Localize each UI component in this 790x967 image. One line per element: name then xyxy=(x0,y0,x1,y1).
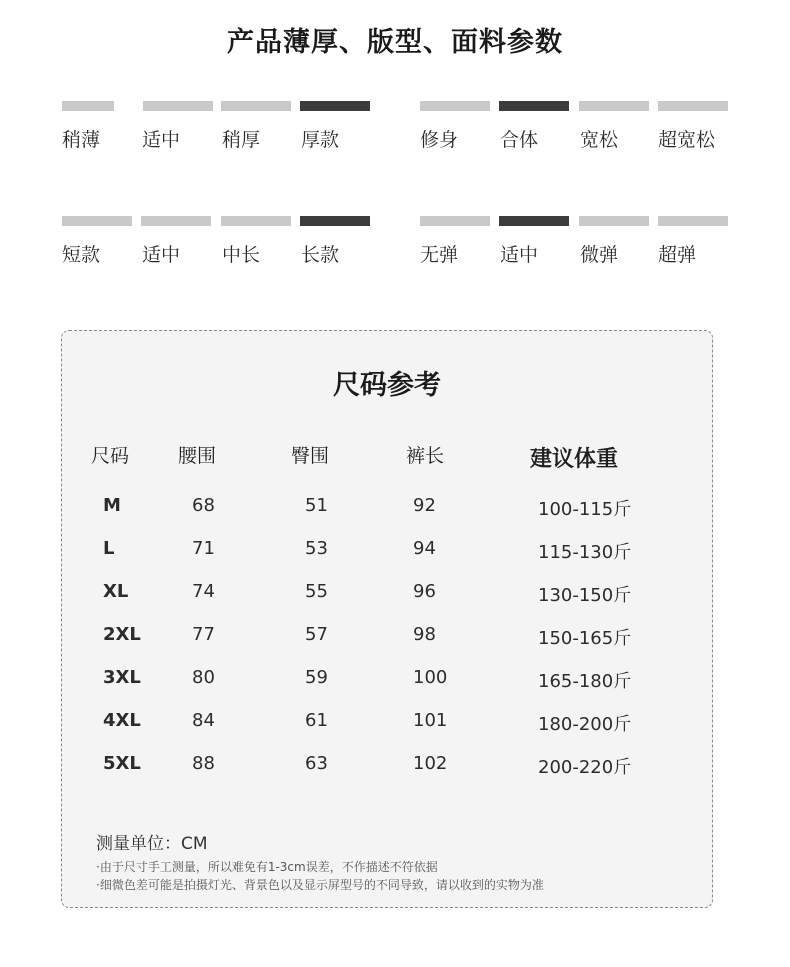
cell-length: 100 xyxy=(413,667,448,688)
cell-length: 94 xyxy=(413,538,436,559)
cell-size: 2XL xyxy=(103,624,141,645)
cell-waist: 88 xyxy=(192,753,215,774)
fit-label-0: 修身 xyxy=(420,129,459,151)
stretch-bar-0 xyxy=(420,216,490,226)
cell-waist: 84 xyxy=(192,710,215,731)
cell-size: 4XL xyxy=(103,710,141,731)
stretch-label-3: 超弹 xyxy=(658,244,697,266)
cell-length: 92 xyxy=(413,495,436,516)
cell-weight: 130-150斤 xyxy=(538,585,632,606)
note-line-1: ·由于尺寸手工测量，所以难免有1-3cm误差，不作描述不符依据 xyxy=(96,860,438,874)
length-bar-1 xyxy=(141,216,211,226)
cell-waist: 68 xyxy=(192,495,215,516)
cell-size: 5XL xyxy=(103,753,141,774)
cell-waist: 71 xyxy=(192,538,215,559)
cell-weight: 200-220斤 xyxy=(538,757,632,778)
fit-bar-0 xyxy=(420,101,490,111)
cell-weight: 180-200斤 xyxy=(538,714,632,735)
cell-hip: 55 xyxy=(305,581,328,602)
fit-label-3: 超宽松 xyxy=(658,129,716,151)
fit-bar-2 xyxy=(579,101,649,111)
fit-label-1: 合体 xyxy=(500,129,539,151)
thickness-label-0: 稍薄 xyxy=(62,129,101,151)
length-bar-3 xyxy=(300,216,370,226)
cell-waist: 77 xyxy=(192,624,215,645)
header-waist: 腰围 xyxy=(178,445,217,467)
cell-hip: 53 xyxy=(305,538,328,559)
fit-bar-3 xyxy=(658,101,728,111)
size-chart-panel xyxy=(61,330,713,908)
length-bar-0 xyxy=(62,216,132,226)
note-line-2: ·细微色差可能是拍摄灯光、背景色以及显示屏型号的不同导致，请以收到的实物为准 xyxy=(96,878,544,892)
cell-waist: 74 xyxy=(192,581,215,602)
thickness-label-2: 稍厚 xyxy=(222,129,261,151)
length-label-1: 适中 xyxy=(142,244,181,266)
fit-bar-1 xyxy=(499,101,569,111)
header-length: 裤长 xyxy=(406,445,445,467)
stretch-label-1: 适中 xyxy=(500,244,539,266)
length-bar-2 xyxy=(221,216,291,226)
thickness-bar-1 xyxy=(143,101,213,111)
cell-size: XL xyxy=(103,581,129,602)
header-hip: 臀围 xyxy=(291,445,330,467)
header-weight: 建议体重 xyxy=(530,447,619,472)
stretch-label-0: 无弹 xyxy=(420,244,459,266)
cell-length: 102 xyxy=(413,753,448,774)
cell-length: 98 xyxy=(413,624,436,645)
cell-hip: 51 xyxy=(305,495,328,516)
cell-length: 101 xyxy=(413,710,448,731)
cell-hip: 57 xyxy=(305,624,328,645)
length-label-0: 短款 xyxy=(62,244,101,266)
cell-waist: 80 xyxy=(192,667,215,688)
cell-hip: 63 xyxy=(305,753,328,774)
thickness-label-3: 厚款 xyxy=(301,129,340,151)
stretch-bar-2 xyxy=(579,216,649,226)
page-title: 产品薄厚、版型、面料参数 xyxy=(227,27,563,58)
cell-weight: 100-115斤 xyxy=(538,499,632,520)
cell-weight: 115-130斤 xyxy=(538,542,632,563)
cell-hip: 59 xyxy=(305,667,328,688)
cell-size: 3XL xyxy=(103,667,141,688)
cell-size: M xyxy=(103,495,121,516)
size-chart-title: 尺码参考 xyxy=(333,370,441,401)
length-label-2: 中长 xyxy=(222,244,261,266)
fit-label-2: 宽松 xyxy=(580,129,619,151)
stretch-bar-1 xyxy=(499,216,569,226)
thickness-bar-2 xyxy=(221,101,291,111)
length-label-3: 长款 xyxy=(301,244,340,266)
cell-size: L xyxy=(103,538,115,559)
thickness-bar-3 xyxy=(300,101,370,111)
cell-length: 96 xyxy=(413,581,436,602)
cell-weight: 150-165斤 xyxy=(538,628,632,649)
header-size: 尺码 xyxy=(91,445,130,467)
stretch-label-2: 微弹 xyxy=(580,244,619,266)
cell-hip: 61 xyxy=(305,710,328,731)
cell-weight: 165-180斤 xyxy=(538,671,632,692)
measurement-unit: 测量单位：CM xyxy=(96,834,208,854)
thickness-label-1: 适中 xyxy=(142,129,181,151)
thickness-bar-0 xyxy=(62,101,114,111)
stretch-bar-3 xyxy=(658,216,728,226)
